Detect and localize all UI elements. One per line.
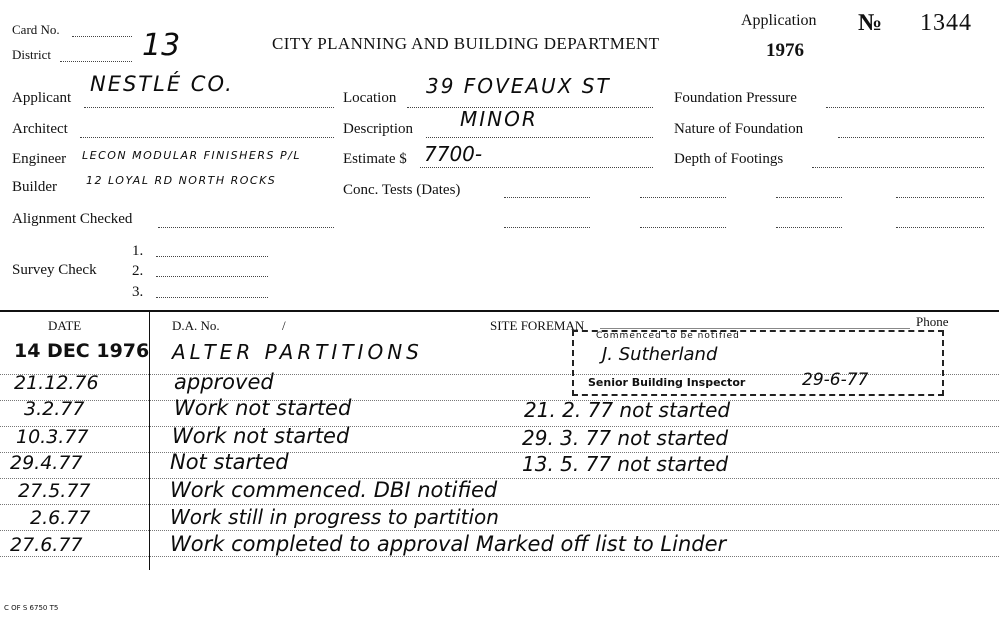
location-label: Location: [343, 90, 397, 106]
application-year: 1976: [766, 40, 804, 61]
entry-extra: 29. 3. 77 not started: [522, 426, 729, 450]
row-rule: [0, 530, 999, 531]
entry-extra: 21. 2. 77 not started: [524, 398, 731, 422]
survey-check-label: Survey Check: [12, 262, 97, 278]
entry-text: Work commenced. DBI notified: [170, 478, 498, 502]
survey-2-label: 2.: [132, 263, 144, 279]
district-value: 13: [142, 28, 181, 63]
phone-rule: [600, 328, 910, 329]
conc-line-3: [776, 197, 842, 198]
conc-tests-label: Conc. Tests (Dates): [343, 182, 461, 198]
row-rule: [0, 478, 999, 479]
conc-line-2: [640, 197, 726, 198]
col-da-no-header: D.A. No.: [172, 318, 220, 333]
number-symbol: №: [858, 10, 883, 36]
survey-3-line: [156, 297, 268, 298]
row-rule: [0, 452, 999, 453]
builder-line1: LECON MODULAR FINISHERS P/L: [82, 149, 301, 162]
description-line: [426, 137, 653, 138]
stamp-signature: J. Sutherland: [602, 344, 718, 365]
survey-1-label: 1.: [132, 243, 144, 259]
department-title: CITY PLANNING AND BUILDING DEPARTMENT: [272, 34, 660, 53]
survey-2-line: [156, 276, 268, 277]
nature-foundation-label: Nature of Foundation: [674, 121, 804, 137]
inspector-stamp: [572, 330, 944, 396]
card-no-label: Card No.: [12, 22, 60, 37]
applicant-line: [84, 107, 334, 108]
row-rule: [0, 400, 999, 401]
stamp-title: Senior Building Inspector: [588, 376, 746, 389]
nature-foundation-line: [838, 137, 984, 138]
entry-text: Not started: [170, 450, 289, 474]
builder-line2: 12 LOYAL RD NORTH ROCKS: [86, 174, 277, 187]
conc-line-6: [640, 227, 726, 228]
entry-text: ALTER PARTITIONS: [172, 340, 423, 364]
card-no-line: [72, 36, 132, 37]
architect-label: Architect: [12, 121, 68, 137]
entry-text: approved: [174, 370, 274, 394]
entry-date: 2.6.77: [30, 507, 91, 529]
row-rule: [0, 556, 999, 557]
entry-extra: 13. 5. 77 not started: [522, 452, 729, 476]
col-date-header: DATE: [48, 318, 82, 333]
row-rule: [0, 426, 999, 427]
estimate-label: Estimate $: [343, 151, 407, 167]
survey-1-line: [156, 256, 268, 257]
estimate-value: 7700-: [424, 142, 483, 166]
conc-line-4: [896, 197, 984, 198]
entry-text: Work not started: [174, 396, 352, 420]
applicant-label: Applicant: [12, 90, 72, 106]
entry-text: Work not started: [172, 424, 350, 448]
estimate-line: [420, 167, 653, 168]
alignment-line: [158, 227, 334, 228]
form-code: C OF S 6750 T5: [4, 604, 59, 612]
conc-line-1: [504, 197, 590, 198]
entry-date: 29.4.77: [10, 452, 83, 474]
stamp-date: 29-6-77: [802, 370, 869, 390]
conc-line-5: [504, 227, 590, 228]
row-rule: [0, 504, 999, 505]
depth-footings-label: Depth of Footings: [674, 151, 784, 167]
entry-date: 27.5.77: [18, 480, 91, 502]
col-site-foreman-header: SITE FOREMAN: [490, 318, 585, 333]
location-value: 39 FOVEAUX ST: [426, 74, 611, 98]
entry-date: 21.12.76: [14, 372, 99, 394]
entry-date: 14 DEC 1976: [14, 340, 150, 362]
depth-footings-line: [812, 167, 984, 168]
col-phone-header: Phone: [916, 314, 949, 329]
survey-3-label: 3.: [132, 284, 144, 300]
engineer-label: Engineer: [12, 151, 67, 167]
applicant-value: NESTLÉ CO.: [90, 72, 234, 96]
foundation-pressure-label: Foundation Pressure: [674, 90, 797, 106]
application-number: 1344: [920, 10, 972, 36]
alignment-label: Alignment Checked: [12, 211, 133, 227]
foundation-pressure-line: [826, 107, 984, 108]
entry-text: Work completed to approval Marked off list to Linder: [170, 532, 727, 556]
district-label: District: [12, 47, 51, 62]
builder-label: Builder: [12, 179, 57, 195]
entry-date: 3.2.77: [24, 398, 85, 420]
entry-text: Work still in progress to partition: [170, 505, 499, 529]
entry-date: 10.3.77: [16, 426, 89, 448]
stamp-line1: Commenced to be notified: [596, 331, 740, 341]
conc-line-7: [776, 227, 842, 228]
application-label: Application: [741, 12, 817, 29]
description-value: MINOR: [460, 107, 538, 131]
description-label: Description: [343, 121, 413, 137]
col-slash: /: [282, 318, 286, 333]
entry-date: 27.6.77: [10, 534, 83, 556]
conc-line-8: [896, 227, 984, 228]
district-line: [60, 61, 132, 62]
architect-line: [80, 137, 334, 138]
